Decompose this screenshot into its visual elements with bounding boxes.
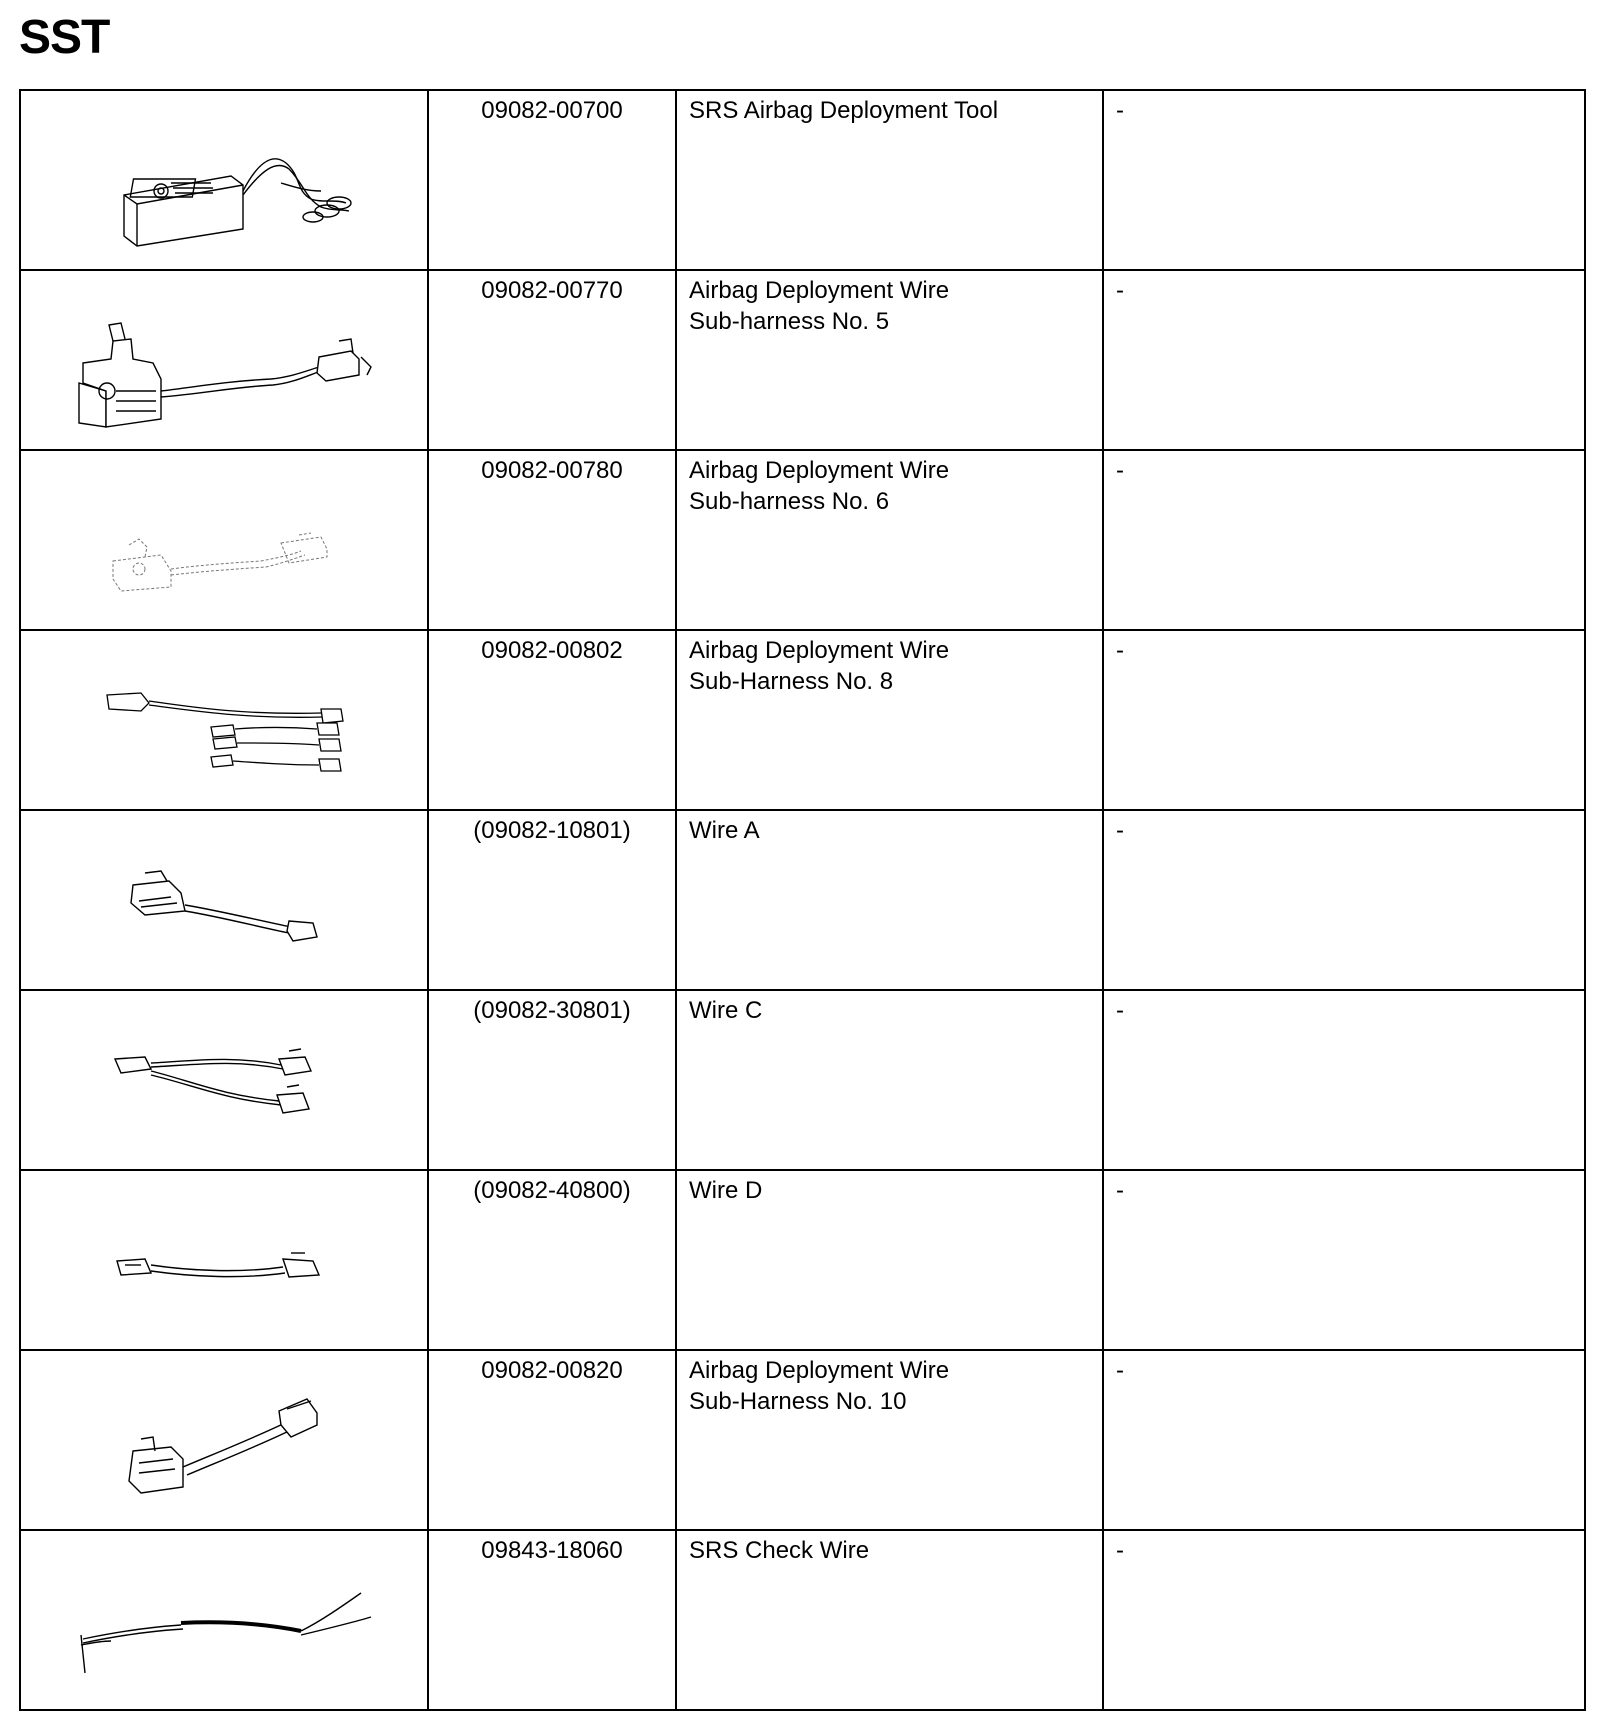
wire-a-illustration [21, 811, 429, 985]
sub-harness-no-6-illustration [21, 451, 429, 625]
tool-name-line: Sub-harness No. 6 [689, 488, 890, 515]
tool-note: - [1103, 990, 1585, 1170]
tool-name-line: SRS Airbag Deployment Tool [689, 97, 999, 124]
table-row [20, 810, 1585, 990]
tool-illustration-cell [20, 630, 428, 810]
tool-name-line: Airbag Deployment Wire [689, 1357, 950, 1384]
tool-illustration-cell [20, 90, 428, 270]
tool-name-line: Wire C [689, 997, 763, 1024]
part-number: (09082-30801) [428, 990, 676, 1170]
tool-name [676, 630, 1103, 810]
tool-name [676, 1170, 1103, 1350]
part-number: 09082-00700 [428, 90, 676, 270]
tool-note: - [1103, 450, 1585, 630]
tool-illustration-cell [20, 1170, 428, 1350]
tool-note: - [1103, 90, 1585, 270]
tool-note: - [1103, 810, 1585, 990]
wire-c-illustration [21, 991, 429, 1165]
part-number: 09082-00820 [428, 1350, 676, 1530]
tool-name-line: Airbag Deployment Wire [689, 277, 950, 304]
tool-illustration-cell [20, 1350, 428, 1530]
wire-d-illustration [21, 1171, 429, 1345]
sub-harness-no-8-illustration [21, 631, 429, 805]
sub-harness-no-5-illustration [21, 271, 429, 445]
tool-name-line: Wire D [689, 1177, 763, 1204]
sst-table [19, 89, 1586, 1711]
tool-illustration-cell [20, 450, 428, 630]
table-row [20, 990, 1585, 1170]
tool-note: - [1103, 1350, 1585, 1530]
airbag-deployment-tool-illustration [21, 91, 429, 265]
table-row [20, 90, 1585, 270]
tool-name [676, 270, 1103, 450]
tool-name-line: Sub-Harness No. 8 [689, 668, 894, 695]
part-number: (09082-40800) [428, 1170, 676, 1350]
sub-harness-no-10-illustration [21, 1351, 429, 1525]
table-row [20, 630, 1585, 810]
tool-name-line: Sub-Harness No. 10 [689, 1388, 907, 1415]
part-number: 09082-00780 [428, 450, 676, 630]
tool-name-line: SRS Check Wire [689, 1537, 870, 1564]
table-row [20, 1530, 1585, 1710]
tool-illustration-cell [20, 990, 428, 1170]
table-row [20, 1170, 1585, 1350]
page-title: SST [19, 11, 110, 64]
tool-note: - [1103, 1530, 1585, 1710]
tool-name [676, 1530, 1103, 1710]
tool-name [676, 990, 1103, 1170]
part-number: (09082-10801) [428, 810, 676, 990]
part-number: 09082-00770 [428, 270, 676, 450]
tool-name-line: Sub-harness No. 5 [689, 308, 890, 335]
srs-check-wire-illustration [21, 1531, 429, 1705]
tool-name [676, 90, 1103, 270]
tool-name [676, 1350, 1103, 1530]
tool-illustration-cell [20, 270, 428, 450]
tool-name-line: Wire A [689, 817, 760, 844]
tool-note: - [1103, 1170, 1585, 1350]
tool-illustration-cell [20, 1530, 428, 1710]
part-number: 09082-00802 [428, 630, 676, 810]
table-row [20, 1350, 1585, 1530]
tool-note: - [1103, 630, 1585, 810]
table-row [20, 270, 1585, 450]
tool-name [676, 450, 1103, 630]
tool-name-line: Airbag Deployment Wire [689, 637, 950, 664]
tool-name [676, 810, 1103, 990]
table-row [20, 450, 1585, 630]
part-number: 09843-18060 [428, 1530, 676, 1710]
tool-note: - [1103, 270, 1585, 450]
tool-name-line: Airbag Deployment Wire [689, 457, 950, 484]
tool-illustration-cell [20, 810, 428, 990]
